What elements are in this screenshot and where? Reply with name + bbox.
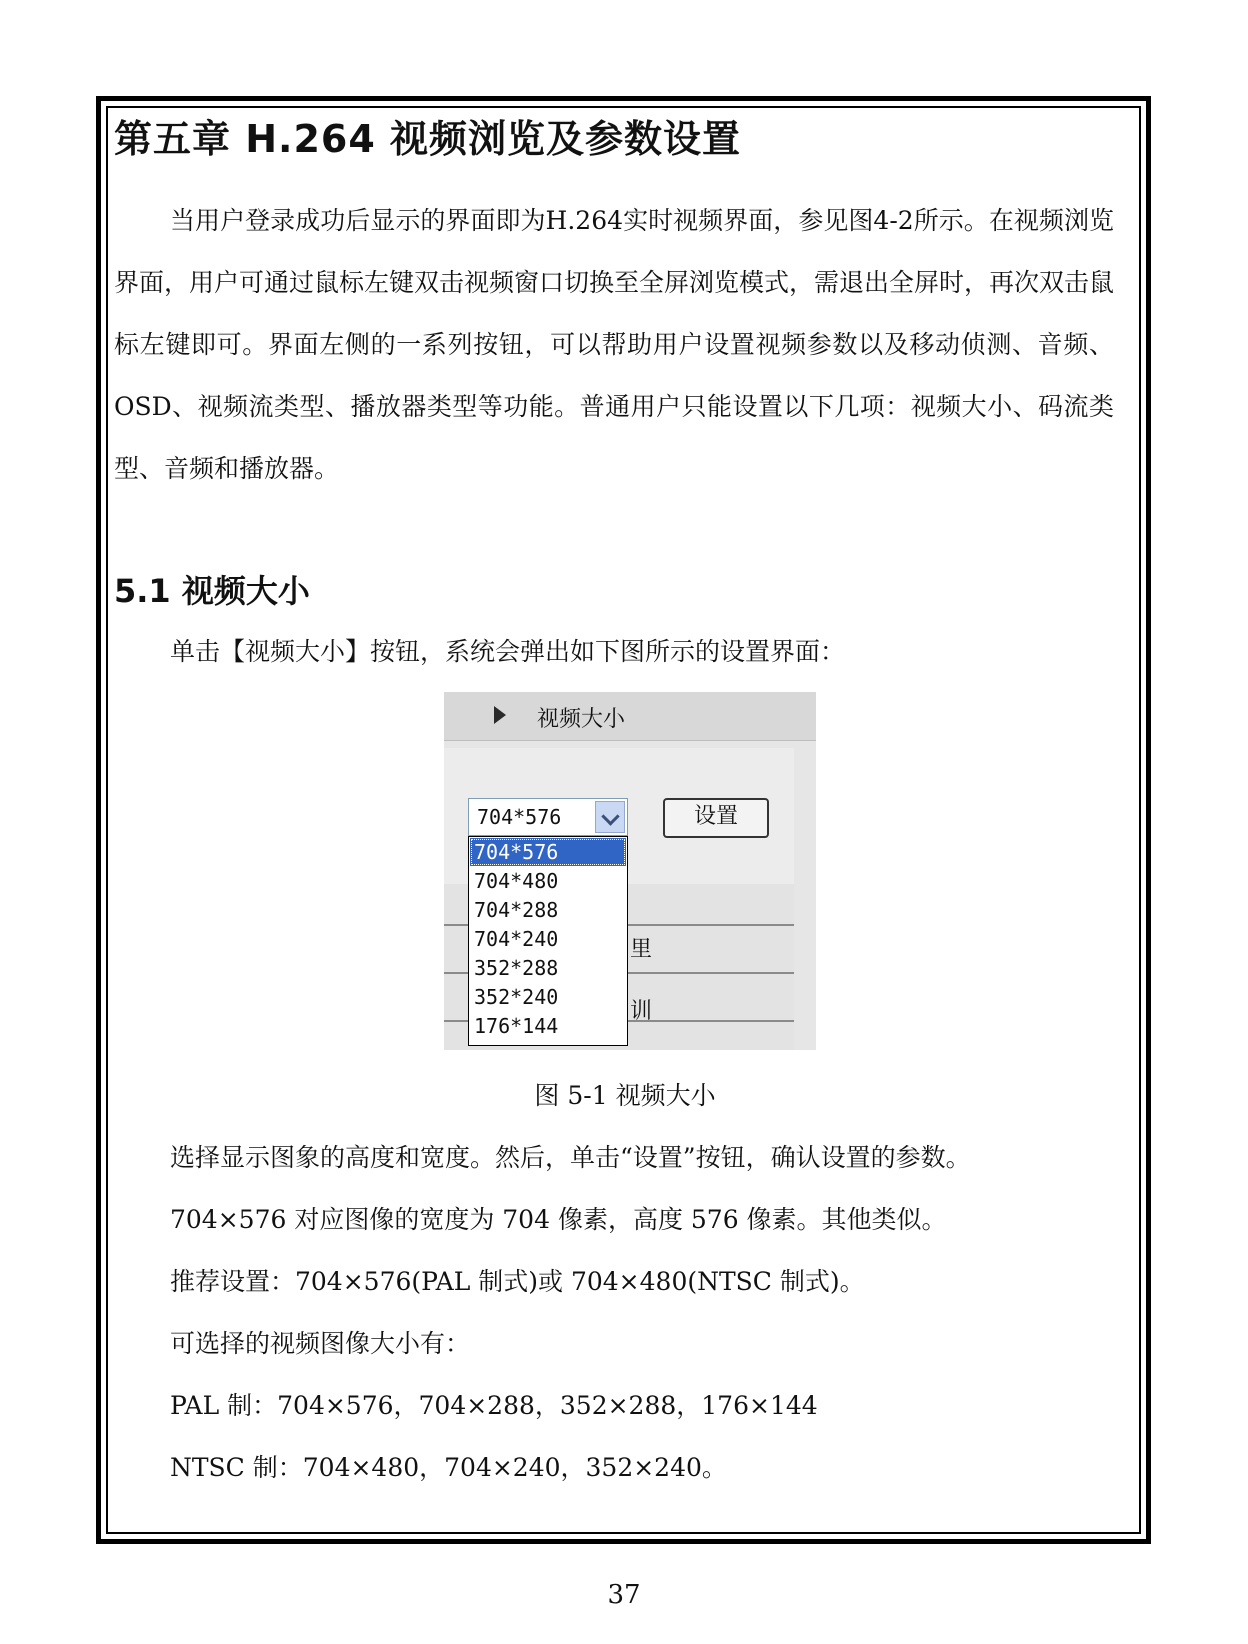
video-size-dropdown-list	[468, 836, 628, 1046]
instruction-text: 单击【视频大小】按钮，系统会弹出如下图所示的设置界面：	[170, 637, 846, 666]
chevron-down-icon	[601, 807, 619, 825]
panel-header[interactable]	[444, 692, 816, 741]
dropdown-option[interactable]: 176*144	[474, 1014, 559, 1038]
selected-value: 704*576	[477, 805, 562, 829]
section-title: 5.1 视频大小	[114, 572, 310, 610]
intro-paragraph: 当用户登录成功后显示的界面即为H.264实时视频界面，参见图4-2所示。在视频浏览界面，用户可通过鼠标左键双击视频窗口切换至全屏浏览模式，需退出全屏时，再次双击鼠标左键即可。界面左侧的一系列按钮，可以帮助用户设置视频参数以及移动侦测、音频、OSD、视频流类型、播放器类型等功能。普通用户只能设置以下几项：视频大小、码流类型、音频和播放器。	[114, 206, 1115, 483]
dropdown-option[interactable]: 704*288	[474, 898, 559, 922]
body-line: PAL 制：704×576，704×288，352×288，176×144	[170, 1391, 818, 1420]
body-line: 推荐设置：704×576(PAL 制式)或 704×480(NTSC 制式)。	[170, 1267, 865, 1296]
figure-caption: 图 5-1 视频大小	[534, 1081, 716, 1110]
dropdown-option[interactable]: 704*576	[470, 838, 626, 866]
set-button[interactable]: 设置	[663, 798, 769, 838]
body-line: 选择显示图象的高度和宽度。然后，单击“设置”按钮，确认设置的参数。	[170, 1143, 971, 1172]
play-arrow-icon	[494, 706, 506, 724]
dropdown-option[interactable]: 352*240	[474, 985, 559, 1009]
chapter-title: 第五章 H.264 视频浏览及参数设置	[114, 117, 742, 161]
body-line: NTSC 制：704×480，704×240，352×240。	[170, 1453, 727, 1482]
video-size-screenshot	[444, 692, 816, 1050]
dropdown-button[interactable]	[595, 801, 625, 833]
body-line: 704×576 对应图像的宽度为 704 像素，高度 576 像素。其他类似。	[170, 1205, 947, 1234]
dropdown-option[interactable]: 704*240	[474, 927, 559, 951]
dropdown-option[interactable]: 704*480	[474, 869, 559, 893]
video-size-select[interactable]	[468, 798, 628, 836]
panel-header-title: 视频大小	[537, 707, 626, 732]
obscured-label: 训	[630, 999, 653, 1024]
obscured-label: 里	[630, 937, 653, 962]
body-line: 可选择的视频图像大小有：	[170, 1329, 471, 1358]
dropdown-option[interactable]: 352*288	[474, 956, 559, 980]
page-number: 37	[607, 1580, 641, 1610]
